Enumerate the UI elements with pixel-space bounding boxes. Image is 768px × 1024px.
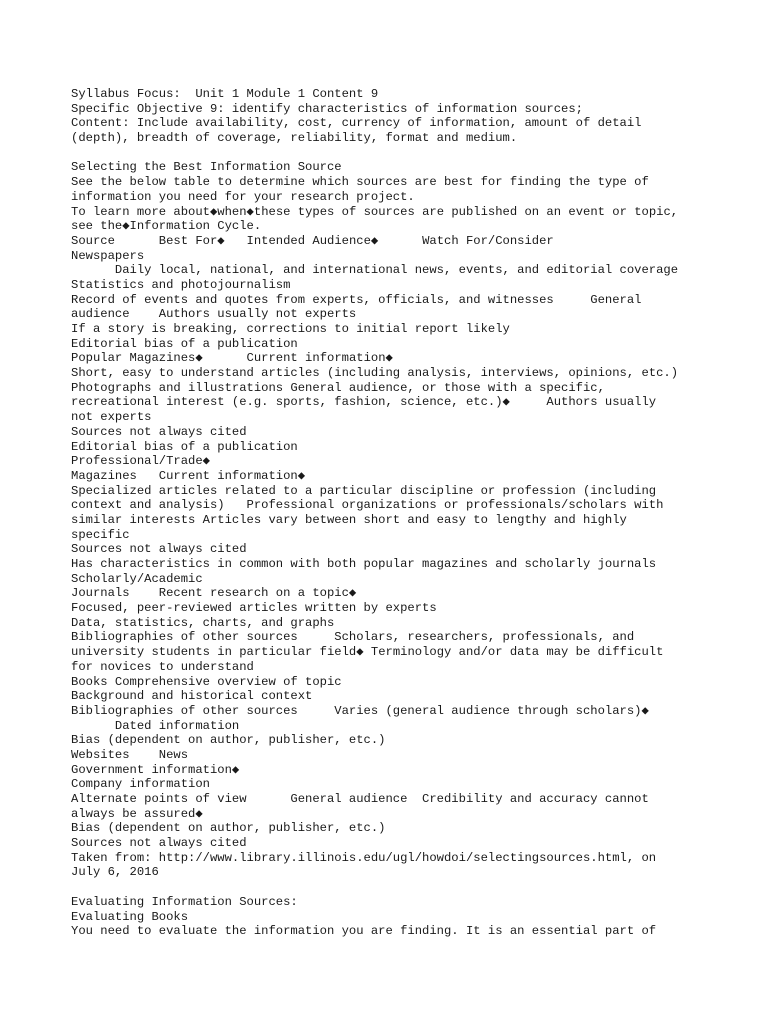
table-row-line: Has characteristics in common with both popular magazines and scholarly journals: [71, 557, 657, 571]
body-text-line: information you need for your research project.: [71, 189, 415, 204]
table-row-line: Websites News: [71, 747, 189, 762]
table-row-line: Editorial bias of a publication: [71, 336, 298, 351]
table-row-line: Bias (dependent on author, publisher, etc.): [71, 733, 386, 748]
table-row-line: university students in particular field◆ Terminology and/or data may be difficult: [71, 645, 664, 660]
table-header-line: Source Best For◆ Intended Audience◆ Watch For/Consider: [71, 233, 554, 248]
table-row-line: Newspapers: [71, 248, 145, 263]
table-row-line: not experts: [71, 410, 152, 425]
source-citation-date: July 6, 2016: [71, 865, 159, 880]
table-row-line: Record of events and quotes from experts, officials, and witnesses General: [71, 292, 642, 307]
table-row-line: context and analysis) Professional organizations or professionals/scholars with: [71, 498, 664, 513]
table-row-line: similar interests Articles vary between short and easy to lengthy and highly: [71, 512, 627, 527]
table-row-line: Editorial bias of a publication: [71, 439, 298, 454]
body-text-line: To learn more about◆when◆these types of sources are published on an event or topic,: [71, 204, 679, 219]
table-row-line: Short, easy to understand articles (including analysis, interviews, opinions, etc.): [71, 366, 679, 381]
source-citation-line: Taken from: http://www.library.illinois.edu/ugl/howdoi/selectingsources.html, on: [71, 850, 657, 865]
table-row-line: Specialized articles related to a particular discipline or profession (including: [71, 483, 657, 498]
body-text-line: You need to evaluate the information you are finding. It is an essential part of: [71, 924, 657, 939]
table-row-line: Bibliographies of other sources Scholars, researchers, professionals, and: [71, 630, 635, 645]
table-row-line: Dated information: [71, 718, 240, 733]
table-row-line: recreational interest (e.g. sports, fashion, science, etc.)◆ Authors usually: [71, 395, 657, 410]
content-line-cont: (depth), breadth of coverage, reliability, format and medium.: [71, 131, 518, 146]
table-row-line: Bias (dependent on author, publisher, etc.): [71, 821, 386, 836]
document-page: [71, 87, 761, 939]
table-row-line: Popular Magazines◆ Current information◆: [71, 351, 393, 366]
table-row-line: Statistics and photojournalism: [71, 277, 291, 292]
blank-line: [71, 146, 761, 161]
body-text-line: See the below table to determine which sources are best for finding the type of: [71, 175, 649, 190]
table-row-line: If a story is breaking, corrections to initial report likely: [71, 322, 510, 336]
table-row-line: Alternate points of view General audience Credibility and accuracy cannot: [71, 792, 649, 806]
table-row-line: Sources not always cited: [71, 836, 247, 851]
table-row-line: Sources not always cited: [71, 542, 247, 557]
table-row-line: Scholarly/Academic: [71, 571, 203, 586]
table-row-line: Magazines Current information◆: [71, 468, 306, 483]
subheading-evaluating-books: Evaluating Books: [71, 909, 189, 924]
body-text-line: see the◆Information Cycle.: [71, 219, 262, 234]
table-row-line: Journals Recent research on a topic◆: [71, 586, 357, 601]
table-row-line: Daily local, national, and international news, events, and editorial coverage: [71, 263, 679, 278]
table-row-line: Data, statistics, charts, and graphs: [71, 615, 335, 630]
specific-objective-line: Specific Objective 9: identify characteristics of information sources;: [71, 101, 583, 116]
section-heading-evaluating: Evaluating Information Sources:: [71, 894, 298, 909]
table-row-line: Company information: [71, 777, 210, 792]
table-row-line: Books Comprehensive overview of topic: [71, 674, 342, 689]
table-row-line: for novices to understand: [71, 659, 254, 674]
table-row-line: Bibliographies of other sources Varies (general audience through scholars)◆: [71, 703, 649, 718]
section-heading-selecting: Selecting the Best Information Source: [71, 160, 342, 175]
table-row-line: Sources not always cited: [71, 424, 247, 439]
table-row-line: Professional/Trade◆: [71, 454, 210, 469]
table-row-line: Government information◆: [71, 762, 240, 777]
content-line: Content: Include availability, cost, currency of information, amount of detail: [71, 116, 642, 131]
table-row-line: audience Authors usually not experts: [71, 307, 357, 322]
syllabus-focus-line: Syllabus Focus: Unit 1 Module 1 Content 9: [71, 87, 379, 101]
table-row-line: Focused, peer-reviewed articles written by experts: [71, 601, 437, 616]
table-row-line: Background and historical context: [71, 689, 313, 704]
table-row-line: Photographs and illustrations General audience, or those with a specific,: [71, 380, 605, 395]
table-row-line: specific: [71, 527, 130, 542]
table-row-line: always be assured◆: [71, 806, 203, 821]
blank-line: [71, 880, 761, 895]
